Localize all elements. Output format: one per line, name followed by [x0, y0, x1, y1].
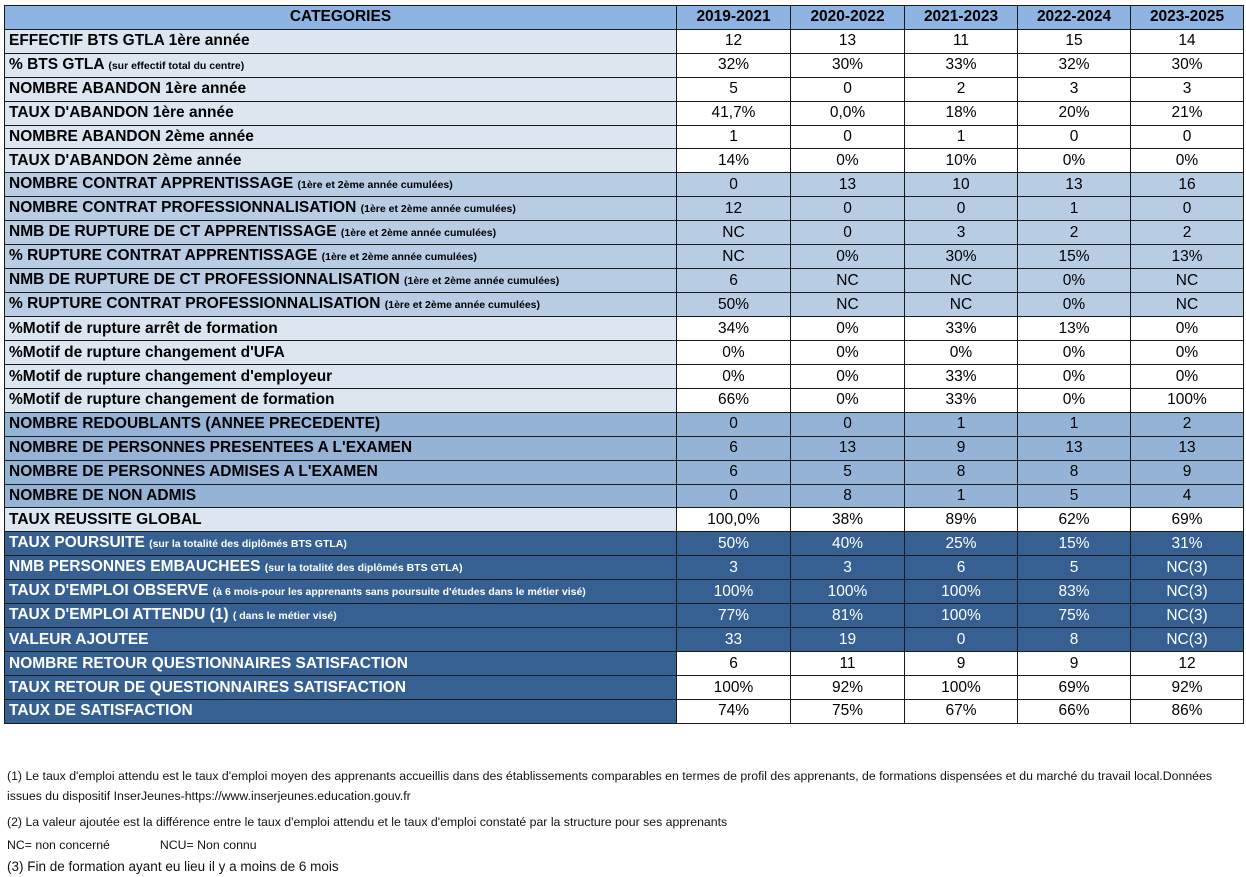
- row-value: 0%: [905, 341, 1018, 365]
- row-value: 0: [905, 197, 1018, 221]
- table-row: [5, 269, 1244, 293]
- row-value: 6: [677, 652, 791, 676]
- row-value: NC(3): [1131, 628, 1244, 652]
- table-row: [5, 676, 1244, 700]
- row-value: 0%: [1131, 365, 1244, 389]
- row-category: [5, 149, 677, 173]
- table-row: [5, 365, 1244, 389]
- row-value: 0: [677, 173, 791, 197]
- row-category: [5, 389, 677, 413]
- row-value: NC(3): [1131, 604, 1244, 628]
- table-row: [5, 412, 1244, 436]
- footnote-ncu: NCU= Non connu: [159, 838, 257, 852]
- row-value: NC: [677, 245, 791, 269]
- table-row: [5, 508, 1244, 532]
- row-value: 15%: [1018, 245, 1131, 269]
- footnote-3: (3) Fin de formation ayant eu lieu il y a moins de 6 mois: [7, 859, 339, 874]
- row-value: 32%: [677, 53, 791, 77]
- table-row: [5, 125, 1244, 149]
- row-value: 3: [677, 556, 791, 580]
- row-value: 0: [791, 125, 905, 149]
- row-value: 30%: [905, 245, 1018, 269]
- row-value: 9: [1018, 652, 1131, 676]
- row-note: (1ère et 2ème année cumulées): [403, 275, 560, 288]
- table-row: [5, 484, 1244, 508]
- table-row: [5, 53, 1244, 77]
- row-category: [5, 556, 677, 580]
- row-value: 0: [791, 221, 905, 245]
- row-value: 33%: [905, 317, 1018, 341]
- row-category: [5, 508, 677, 532]
- row-value: 0: [791, 197, 905, 221]
- header-year: 2023-2025: [1131, 6, 1244, 30]
- table-row: [5, 197, 1244, 221]
- row-category: [5, 652, 677, 676]
- footnote-abbreviations: [7, 835, 1243, 855]
- row-value: 6: [905, 556, 1018, 580]
- row-value: 1: [905, 125, 1018, 149]
- row-category: [5, 676, 677, 700]
- table-row: [5, 389, 1244, 413]
- row-value: 13: [791, 436, 905, 460]
- row-value: 12: [1131, 652, 1244, 676]
- row-category: [5, 460, 677, 484]
- row-value: 40%: [791, 532, 905, 556]
- row-label: NMB DE RUPTURE DE CT PROFESSIONNALISATION: [9, 271, 400, 289]
- row-label: NOMBRE REDOUBLANTS (ANNEE PRECEDENTE): [9, 415, 381, 433]
- row-value: 11: [791, 652, 905, 676]
- row-value: 2: [1018, 221, 1131, 245]
- row-note: (sur effectif total du centre): [108, 59, 245, 72]
- row-value: NC(3): [1131, 580, 1244, 604]
- row-value: 6: [677, 269, 791, 293]
- row-label: TAUX D'ABANDON 2ème année: [9, 151, 242, 169]
- table-row: [5, 173, 1244, 197]
- row-label: NOMBRE DE PERSONNES PRESENTEES A L'EXAMEN: [9, 439, 413, 457]
- row-label: % RUPTURE CONTRAT APPRENTISSAGE: [9, 247, 318, 265]
- row-label: NOMBRE ABANDON 1ère année: [9, 80, 247, 98]
- row-value: 19: [791, 628, 905, 652]
- row-category: [5, 29, 677, 53]
- row-category: [5, 125, 677, 149]
- row-value: 2: [905, 77, 1018, 101]
- row-value: 66%: [1018, 700, 1131, 724]
- row-value: 3: [1018, 77, 1131, 101]
- table-row: [5, 293, 1244, 317]
- row-label: NOMBRE ABANDON 2ème année: [9, 128, 254, 145]
- row-value: 10: [905, 173, 1018, 197]
- row-value: 2: [1131, 412, 1244, 436]
- row-value: 14: [1131, 29, 1244, 53]
- table-row: [5, 341, 1244, 365]
- row-value: 0%: [791, 365, 905, 389]
- row-value: 0: [791, 412, 905, 436]
- row-value: 0%: [1018, 389, 1131, 413]
- row-value: 9: [1131, 460, 1244, 484]
- row-value: 5: [1018, 484, 1131, 508]
- row-value: 50%: [677, 532, 791, 556]
- row-value: 8: [791, 484, 905, 508]
- row-category: [5, 77, 677, 101]
- row-value: NC: [1131, 293, 1244, 317]
- row-note: (sur la totalité des diplômés BTS GTLA): [149, 538, 347, 551]
- table-row: [5, 436, 1244, 460]
- row-note: (à 6 mois-pour les apprenants sans poursuite d'études dans le métier visé): [212, 586, 586, 599]
- row-value: 0%: [1018, 341, 1131, 365]
- header-year: 2022-2024: [1018, 6, 1131, 30]
- row-value: 0%: [1131, 317, 1244, 341]
- row-value: 1: [677, 125, 791, 149]
- table-row: [5, 700, 1244, 724]
- row-label: TAUX RETOUR DE QUESTIONNAIRES SATISFACTION: [9, 678, 406, 696]
- row-value: 3: [905, 221, 1018, 245]
- row-value: 13%: [1018, 317, 1131, 341]
- statistics-table: [4, 5, 1244, 724]
- row-value: 30%: [791, 53, 905, 77]
- row-note: (1ère et 2ème année cumulées): [340, 227, 497, 240]
- row-note: (1ère et 2ème année cumulées): [384, 299, 540, 312]
- row-label: NMB PERSONNES EMBAUCHEES: [9, 558, 261, 576]
- row-value: 66%: [677, 389, 791, 413]
- table-row: [5, 149, 1244, 173]
- row-category: [5, 580, 677, 604]
- row-category: [5, 53, 677, 77]
- row-note: (1ère et 2ème année cumulées): [321, 251, 477, 264]
- row-value: 1: [905, 484, 1018, 508]
- row-value: 0: [905, 628, 1018, 652]
- row-value: 0%: [1018, 149, 1131, 173]
- row-value: 1: [1018, 197, 1131, 221]
- row-value: 1: [905, 412, 1018, 436]
- header-categories: CATEGORIES: [5, 6, 677, 30]
- row-value: 5: [791, 460, 905, 484]
- row-value: 62%: [1018, 508, 1131, 532]
- footnote-nc: NC= non concerné: [7, 838, 110, 852]
- row-value: 50%: [677, 293, 791, 317]
- row-category: [5, 365, 677, 389]
- table-row: [5, 317, 1244, 341]
- table-row: [5, 532, 1244, 556]
- row-value: 0%: [791, 341, 905, 365]
- row-value: 41,7%: [677, 101, 791, 125]
- row-value: 92%: [791, 676, 905, 700]
- header-year: 2019-2021: [677, 6, 791, 30]
- row-value: 9: [905, 652, 1018, 676]
- row-value: 0: [1131, 125, 1244, 149]
- table-body: [5, 29, 1244, 723]
- row-value: 11: [905, 29, 1018, 53]
- row-value: 0%: [1018, 269, 1131, 293]
- row-value: NC: [1131, 269, 1244, 293]
- row-label: TAUX DE SATISFACTION: [9, 702, 193, 720]
- table-row: [5, 652, 1244, 676]
- row-note: (sur la totalité des diplômés BTS GTLA): [264, 562, 463, 575]
- row-value: 10%: [905, 149, 1018, 173]
- row-value: 69%: [1131, 508, 1244, 532]
- row-label: % BTS GTLA: [9, 55, 105, 73]
- row-label: NOMBRE CONTRAT PROFESSIONNALISATION: [9, 199, 357, 217]
- row-value: 33%: [905, 365, 1018, 389]
- row-value: 0: [677, 484, 791, 508]
- row-label: %Motif de rupture changement d'UFA: [9, 343, 285, 361]
- row-value: 9: [905, 436, 1018, 460]
- row-value: 100,0%: [677, 508, 791, 532]
- row-category: [5, 221, 677, 245]
- row-value: NC(3): [1131, 556, 1244, 580]
- row-category: [5, 484, 677, 508]
- row-category: [5, 412, 677, 436]
- row-value: 0%: [791, 245, 905, 269]
- table-row: [5, 221, 1244, 245]
- row-label: TAUX POURSUITE: [9, 534, 145, 552]
- row-value: 8: [1018, 628, 1131, 652]
- row-value: 12: [677, 197, 791, 221]
- row-value: 21%: [1131, 101, 1244, 125]
- row-label: VALEUR AJOUTEE: [9, 630, 149, 648]
- row-value: 30%: [1131, 53, 1244, 77]
- row-value: 100%: [905, 604, 1018, 628]
- row-category: [5, 269, 677, 293]
- row-value: 32%: [1018, 53, 1131, 77]
- row-label: %Motif de rupture arrêt de formation: [9, 319, 278, 337]
- row-value: 67%: [905, 700, 1018, 724]
- row-value: 100%: [677, 676, 791, 700]
- row-category: [5, 532, 677, 556]
- table-row: [5, 77, 1244, 101]
- row-value: 75%: [791, 700, 905, 724]
- row-category: [5, 101, 677, 125]
- row-value: 33%: [905, 53, 1018, 77]
- row-value: 13: [791, 173, 905, 197]
- row-category: [5, 245, 677, 269]
- row-value: 0%: [1018, 293, 1131, 317]
- row-value: 3: [791, 556, 905, 580]
- row-value: 13: [1018, 173, 1131, 197]
- row-value: 13: [1131, 436, 1244, 460]
- row-value: 6: [677, 460, 791, 484]
- row-category: [5, 293, 677, 317]
- row-label: TAUX D'EMPLOI OBSERVE: [9, 582, 213, 600]
- table-row: [5, 101, 1244, 125]
- row-value: 13: [1018, 436, 1131, 460]
- row-label: TAUX D'ABANDON 1ère année: [9, 104, 234, 122]
- row-value: 18%: [905, 101, 1018, 125]
- row-value: 0%: [1131, 341, 1244, 365]
- row-category: [5, 700, 677, 724]
- header-year: 2021-2023: [905, 6, 1018, 30]
- row-value: 15: [1018, 29, 1131, 53]
- row-value: 77%: [677, 604, 791, 628]
- row-value: 0,0%: [791, 101, 905, 125]
- row-label: NOMBRE DE NON ADMIS: [9, 487, 197, 505]
- row-value: 100%: [791, 580, 905, 604]
- row-value: 0%: [791, 389, 905, 413]
- table-row: [5, 604, 1244, 628]
- row-value: 13%: [1131, 245, 1244, 269]
- row-value: 89%: [905, 508, 1018, 532]
- row-value: NC: [791, 293, 905, 317]
- row-value: 0%: [1131, 149, 1244, 173]
- row-value: 74%: [677, 700, 791, 724]
- row-value: 1: [1018, 412, 1131, 436]
- header-year: 2020-2022: [791, 6, 905, 30]
- row-value: 8: [905, 460, 1018, 484]
- row-value: NC: [905, 269, 1018, 293]
- row-value: 34%: [677, 317, 791, 341]
- row-value: 33: [677, 628, 791, 652]
- row-value: 0%: [791, 317, 905, 341]
- row-value: 0%: [1018, 365, 1131, 389]
- row-value: 83%: [1018, 580, 1131, 604]
- row-value: 100%: [1131, 389, 1244, 413]
- row-value: NC: [791, 269, 905, 293]
- row-value: 4: [1131, 484, 1244, 508]
- footnote-1: (1) Le taux d'emploi attendu est le taux d'emploi moyen des apprenants accueillis dans des établissements comparables en termes de profil des apprenants, de formations dispensées et du marché du travail local.Données issues du dispositif InserJeunes-https://www.inserjeunes.education.gouv.fr: [7, 769, 1213, 803]
- table-header-row: [5, 6, 1244, 30]
- row-value: 13: [791, 29, 905, 53]
- row-value: 0: [1131, 197, 1244, 221]
- footnote-2: (2) La valeur ajoutée est la différence entre le taux d'emploi attendu et le taux d'emploi constaté par la structure pour ses apprenants: [7, 815, 728, 829]
- row-value: 31%: [1131, 532, 1244, 556]
- row-category: [5, 604, 677, 628]
- table-row: [5, 580, 1244, 604]
- row-value: 100%: [677, 580, 791, 604]
- row-label: NMB DE RUPTURE DE CT APPRENTISSAGE: [9, 223, 337, 241]
- row-value: 12: [677, 29, 791, 53]
- row-value: 0%: [791, 149, 905, 173]
- row-value: 0%: [677, 365, 791, 389]
- row-value: 100%: [905, 580, 1018, 604]
- row-note: (1ère et 2ème année cumulées): [360, 203, 516, 216]
- row-category: [5, 436, 677, 460]
- row-value: NC: [677, 221, 791, 245]
- row-value: 75%: [1018, 604, 1131, 628]
- row-category: [5, 317, 677, 341]
- table-row: [5, 29, 1244, 53]
- row-value: 25%: [905, 532, 1018, 556]
- row-value: 0: [677, 412, 791, 436]
- row-value: 20%: [1018, 101, 1131, 125]
- row-value: 81%: [791, 604, 905, 628]
- row-value: 14%: [677, 149, 791, 173]
- row-note: ( dans le métier visé): [232, 610, 337, 623]
- table-row: [5, 556, 1244, 580]
- row-label: %Motif de rupture changement de formation: [9, 391, 335, 409]
- row-value: 15%: [1018, 532, 1131, 556]
- footnotes: [7, 766, 1243, 877]
- row-label: EFFECTIF BTS GTLA 1ère année: [9, 32, 250, 50]
- row-category: [5, 341, 677, 365]
- row-value: 0: [791, 77, 905, 101]
- row-label: NOMBRE RETOUR QUESTIONNAIRES SATISFACTION: [9, 654, 409, 672]
- row-category: [5, 628, 677, 652]
- row-label: % RUPTURE CONTRAT PROFESSIONNALISATION: [9, 295, 381, 313]
- row-value: 86%: [1131, 700, 1244, 724]
- row-value: 5: [677, 77, 791, 101]
- row-value: 16: [1131, 173, 1244, 197]
- row-category: [5, 197, 677, 221]
- row-value: 100%: [905, 676, 1018, 700]
- row-value: 3: [1131, 77, 1244, 101]
- row-value: 92%: [1131, 676, 1244, 700]
- row-value: 2: [1131, 221, 1244, 245]
- row-value: 38%: [791, 508, 905, 532]
- row-label: TAUX REUSSITE GLOBAL: [9, 510, 202, 528]
- row-category: [5, 173, 677, 197]
- row-value: NC: [905, 293, 1018, 317]
- row-value: 6: [677, 436, 791, 460]
- table-row: [5, 628, 1244, 652]
- row-label: TAUX D'EMPLOI ATTENDU (1): [9, 606, 233, 624]
- row-value: 33%: [905, 389, 1018, 413]
- row-label: NOMBRE DE PERSONNES ADMISES A L'EXAMEN: [9, 463, 378, 481]
- row-value: 0: [1018, 125, 1131, 149]
- row-label: NOMBRE CONTRAT APPRENTISSAGE: [9, 175, 294, 193]
- row-value: 8: [1018, 460, 1131, 484]
- table-row: [5, 245, 1244, 269]
- row-value: 0%: [677, 341, 791, 365]
- row-note: (1ère et 2ème année cumulées): [297, 179, 453, 192]
- row-value: 5: [1018, 556, 1131, 580]
- table-row: [5, 460, 1244, 484]
- row-value: 69%: [1018, 676, 1131, 700]
- row-label: %Motif de rupture changement d'employeur: [9, 367, 333, 385]
